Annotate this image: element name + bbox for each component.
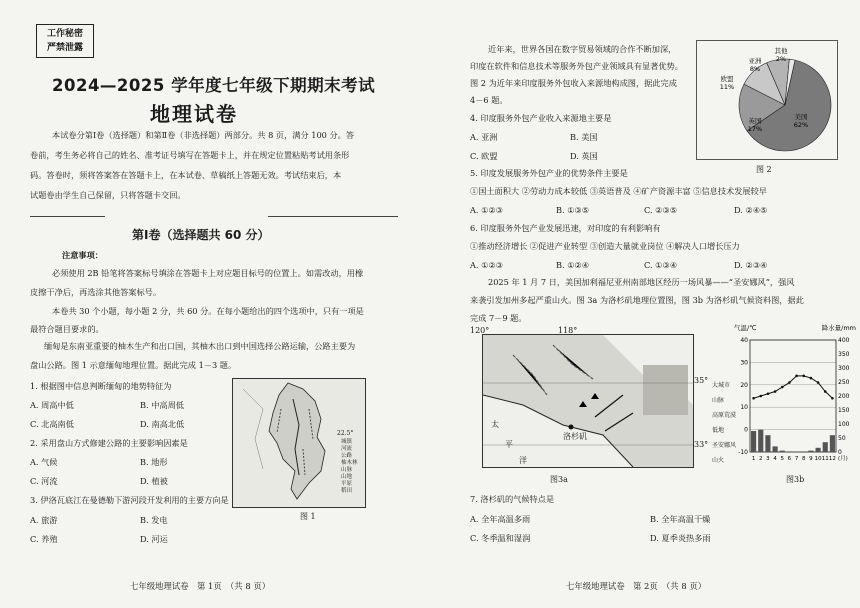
- exam-title: 2024—2025 学年度七年级下期期末考试: [52, 76, 376, 95]
- temperature-point: [788, 381, 791, 384]
- temperature-point: [831, 397, 834, 400]
- precipitation-bar: [758, 430, 763, 452]
- q6-option-c: C. ①③④: [644, 260, 678, 270]
- confidential-stamp: [36, 24, 94, 58]
- q5-option-a: A. ①②③: [470, 205, 504, 215]
- notes-line: 最符合题目要求的。: [30, 324, 104, 334]
- city-marker: [569, 425, 574, 430]
- ocean-label-2: 平: [505, 440, 513, 449]
- pie-slice-value: 62%: [793, 121, 809, 129]
- precipitation-tick-label: 400: [838, 337, 850, 344]
- legend-item: 平原: [341, 481, 353, 487]
- pie-slice-label: 亚洲: [748, 57, 762, 65]
- month-tick-label: 6: [787, 456, 792, 462]
- legend-item: 公路: [341, 453, 353, 459]
- stem-line: 缅甸是东南亚重要的柚木生产和出口国，其柚木出口到中国选择公路运输，公路主要为: [44, 341, 356, 351]
- q2-option-d: D. 植被: [140, 476, 168, 486]
- stamp-line-1: 工作秘密: [46, 29, 83, 39]
- month-unit-label: (月): [838, 456, 848, 462]
- q4-option-a: A. 亚洲: [470, 132, 498, 142]
- temperature-tick-label: 40: [740, 337, 748, 344]
- coastline: [243, 389, 263, 469]
- fig1-latitude-label: 22.5°: [337, 430, 354, 437]
- myanmar-map-figure: [232, 378, 366, 508]
- q1-option-c: C. 北高南低: [30, 419, 74, 429]
- precipitation-tick-label: 100: [838, 421, 850, 428]
- legend-item: 大城市: [712, 382, 731, 389]
- q7-option-d: D. 夏季炎热多雨: [650, 533, 711, 543]
- q2-option-b: B. 地形: [140, 457, 168, 467]
- temperature-point: [781, 386, 784, 389]
- precipitation-bar: [830, 435, 835, 452]
- q5-option-c: C. ②③⑤: [644, 205, 678, 215]
- precipitation-bar: [801, 451, 806, 452]
- temperature-tick-label: 10: [740, 404, 748, 412]
- legend-item: 山火: [712, 457, 725, 464]
- pie-slice-label: 欧盟: [720, 75, 734, 83]
- question-5: 5. 印度发展服务外包产业的优势条件主要是: [470, 168, 628, 178]
- stem7-line: 完成 7－9 题。: [470, 313, 527, 323]
- section-rule-left: [30, 216, 105, 217]
- q4-option-c: C. 欧盟: [470, 151, 498, 161]
- pie-chart-figure: [696, 40, 838, 160]
- temperature-tick-label: 0: [744, 426, 748, 434]
- myanmar-territory: [269, 383, 325, 499]
- q3-option-b: B. 发电: [140, 515, 168, 525]
- precipitation-bar: [787, 451, 792, 452]
- precipitation-tick-label: 350: [838, 351, 850, 358]
- intro-line: 试题卷由学生自己保留，只将答题卡交回。: [30, 190, 186, 200]
- legend-item: 低地: [712, 427, 725, 434]
- pie-slice-value: 8%: [749, 65, 761, 73]
- precipitation-tick-label: 50: [838, 435, 846, 442]
- precipitation-bar: [808, 451, 813, 452]
- month-tick-label: 9: [809, 456, 813, 462]
- stem4-line: 4－6 题。: [470, 95, 508, 105]
- section-rule-right: [268, 216, 398, 217]
- q5-option-b: B. ①③⑤: [556, 205, 590, 215]
- precipitation-tick-label: 0: [838, 449, 842, 456]
- legend-item: 城镇: [341, 439, 353, 445]
- q1-option-b: B. 中高周低: [140, 400, 184, 410]
- question-2: 2. 采用盘山方式修建公路的主要影响因素是: [30, 438, 188, 448]
- temperature-line: [754, 376, 833, 398]
- q7-option-b: B. 全年高温干燥: [650, 514, 711, 524]
- stem7-line: 来袭引发加州多起严重山火。图 3a 为洛杉矶地理位置图，图 3b 为洛杉矶气候资料图，据此: [470, 295, 804, 305]
- ocean-label-3: 洋: [519, 456, 527, 465]
- notes-line: 必须使用 2B 铅笔将答案标号填涂在答题卡上对应题目标号的位置上。如需改动，用橡: [52, 268, 364, 278]
- month-tick-label: 11: [821, 456, 829, 462]
- q6-option-d: D. ②③④: [734, 260, 768, 270]
- stem4-line: 印度在软件和信息技术等服务外包产业领域具有显著优势。: [470, 61, 683, 71]
- q2-option-c: C. 河流: [30, 476, 58, 486]
- q7-option-a: A. 全年高温多雨: [470, 514, 531, 524]
- temperature-axis-title: 气温/℃: [734, 324, 757, 332]
- fig1-legend: [341, 439, 358, 495]
- month-tick-label: 5: [780, 456, 784, 462]
- q3-option-d: D. 河运: [140, 534, 168, 544]
- notes-title: 注意事项：: [62, 250, 103, 260]
- q6-option-a: A. ①②③: [470, 260, 504, 270]
- page-1-footer: 七年级地理试卷 第 1页 （共 8 页）: [130, 581, 271, 591]
- fig3a-caption: 图3a: [550, 475, 568, 484]
- stem4-line: 图 2 为近年来印度服务外包收入来源地构成图，据此完成: [470, 78, 677, 88]
- stem7-line: 2025 年 1 月 7 日，美国加利福尼亚州南部地区经历一场风暴——“圣安娜风”，强风: [488, 277, 795, 287]
- q5-option-d: D. ②④⑤: [734, 205, 768, 215]
- legend-item: 稻田: [341, 488, 353, 494]
- month-tick-label: 8: [802, 456, 806, 462]
- q7-option-c: C. 冬季温和湿润: [470, 533, 531, 543]
- stem4-line: 近年来，世界各国在数字贸易领域的合作不断加深，: [488, 44, 677, 54]
- longitude-120-label: 120°: [470, 326, 490, 335]
- legend-item: 山脉: [341, 467, 353, 473]
- precipitation-tick-label: 300: [838, 365, 850, 372]
- temperature-point: [759, 395, 762, 398]
- precipitation-tick-label: 200: [838, 393, 850, 400]
- intro-line: 卷前，考生务必将自己的姓名、准考证号填写在答题卡上，并在规定位置粘贴考试用条形: [30, 150, 350, 160]
- temperature-tick-label: 20: [740, 381, 748, 389]
- pie-slice-label: 美国: [794, 113, 808, 121]
- q5-statements: ①国土面积大 ②劳动力成本较低 ③英语普及 ④矿产资源丰富 ⑤信息技术发展较早: [470, 186, 767, 196]
- ocean-label-1: 太: [491, 420, 499, 429]
- temperature-point: [752, 397, 755, 400]
- temperature-point: [774, 390, 777, 393]
- question-7: 7. 洛杉矶的气候特点是: [470, 494, 555, 504]
- temperature-point: [795, 375, 798, 378]
- pie-slice-label: 其他: [774, 47, 788, 55]
- temperature-tick-label: 30: [740, 359, 748, 367]
- fig3b-caption: 图3b: [786, 475, 805, 484]
- los-angeles-label: 洛杉矶: [563, 432, 587, 441]
- exam-subtitle: 地理试卷: [150, 102, 238, 126]
- precipitation-bar: [751, 431, 756, 452]
- legend-item: 山地: [341, 474, 353, 480]
- month-tick-label: 1: [751, 456, 756, 462]
- stamp-line-2: 严禁泄露: [46, 43, 83, 53]
- precipitation-bar: [780, 451, 785, 452]
- latitude-33-label: 33°: [694, 440, 709, 449]
- precipitation-bar: [765, 435, 770, 452]
- temperature-point: [817, 381, 820, 384]
- pie-slice-label: 英国: [748, 117, 762, 125]
- temperature-point: [802, 375, 805, 378]
- q6-option-b: B. ①②④: [556, 260, 590, 270]
- legend-item: 柚木林: [341, 460, 358, 466]
- q4-option-b: B. 美国: [570, 132, 598, 142]
- q4-option-d: D. 英国: [570, 151, 598, 161]
- pie-slice-value: 2%: [775, 55, 787, 63]
- intro-line: 本试卷分第Ⅰ卷（选择题）和第Ⅱ卷（非选择题）两部分。共 8 页，满分 100 分。答: [52, 130, 355, 140]
- precipitation-bar: [823, 442, 828, 452]
- q1-option-a: A. 周高中低: [30, 400, 74, 410]
- climate-chart: [732, 322, 858, 470]
- question-4: 4. 印度服务外包产业收入来源地主要是: [470, 113, 612, 123]
- precipitation-bar: [816, 448, 821, 452]
- month-tick-label: 10: [814, 456, 822, 462]
- month-tick-label: 12: [828, 456, 836, 462]
- stem-line: 盘山公路。图 1 示意缅甸地理位置。据此完成 1－3 题。: [30, 360, 237, 370]
- los-angeles-map: [483, 335, 693, 467]
- temperature-tick-label: -10: [738, 449, 748, 456]
- question-1: 1. 根据图中信息判断缅甸的地势特征为: [30, 381, 172, 391]
- legend-item: 高原荒漠: [712, 412, 737, 419]
- temperature-point: [824, 390, 827, 393]
- precipitation-bar: [773, 446, 778, 452]
- q3-option-c: C. 养殖: [30, 534, 58, 544]
- temperature-point: [810, 377, 813, 380]
- legend-item: 河流: [341, 446, 353, 452]
- temperature-point: [767, 392, 770, 395]
- notes-line: 本卷共 30 个小题，每小题 2 分，共 60 分。在每小题给出的四个选项中，只有一项是: [52, 306, 364, 316]
- section-title: 第Ⅰ卷（选择题共 60 分）: [132, 228, 270, 242]
- month-tick-label: 7: [794, 456, 799, 462]
- precipitation-axis-title: 降水量/mm: [821, 324, 856, 332]
- legend-item: 山脉: [712, 397, 725, 404]
- precipitation-tick-label: 150: [838, 407, 850, 414]
- latitude-35-label: 35°: [694, 376, 709, 385]
- intro-line: 码。答卷时，须将答案答在答题卡上，在本试卷、草稿纸上答题无效。考试结束后，本: [30, 170, 342, 180]
- q2-option-a: A. 气候: [30, 457, 58, 467]
- longitude-118-label: 118°: [558, 326, 578, 335]
- los-angeles-map-figure: [482, 334, 694, 468]
- pie-slice-value: 17%: [747, 125, 763, 133]
- q3-option-a: A. 旅游: [30, 515, 58, 525]
- notes-line: 皮擦干净后，再选涂其他答案标号。: [30, 287, 162, 297]
- q1-option-d: D. 南高北低: [140, 419, 185, 429]
- highland-desert-area: [643, 365, 688, 415]
- month-tick-label: 2: [759, 456, 763, 462]
- month-tick-label: 3: [766, 456, 770, 462]
- page-2-footer: 七年级地理试卷 第 2页 （共 8 页）: [566, 581, 707, 591]
- exam-page-2: [430, 0, 860, 608]
- fig2-caption: 图 2: [756, 165, 772, 174]
- precipitation-tick-label: 250: [838, 379, 850, 386]
- income-source-pie-chart: [697, 41, 837, 159]
- question-3: 3. 伊洛瓦底江在曼德勒下游河段开发利用的主要方向是: [30, 495, 229, 505]
- fig1-caption: 图 1: [300, 512, 316, 521]
- legend-item: 圣安娜风: [712, 442, 737, 449]
- question-6: 6. 印度服务外包产业发展迅速，对印度的有利影响有: [470, 223, 661, 233]
- pie-slice-value: 11%: [719, 83, 735, 91]
- q6-statements: ①推动经济增长 ②促进产业转型 ③创造大量就业岗位 ④解决人口增长压力: [470, 241, 740, 251]
- month-tick-label: 4: [773, 456, 777, 462]
